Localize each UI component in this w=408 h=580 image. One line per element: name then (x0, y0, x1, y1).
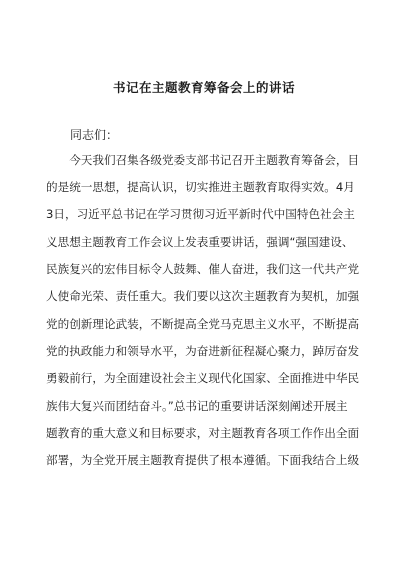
body-line: 族伟大复兴而团结奋斗。”总书记的重要讲话深刻阐述开展主 (46, 399, 348, 413)
body-line: 3日，习近平总书记在学习贯彻习近平新时代中国特色社会主 (46, 207, 355, 221)
body-line: 义思想主题教育工作会议上发表重要讲话，强调“强国建设、 (46, 235, 354, 249)
body-line: 党的创新理论武装，不断提高全党马克思主义水平，不断提高 (46, 317, 360, 331)
body-line: 党的执政能力和领导水平，为奋进新征程凝心聚力，踔厉奋发 (46, 344, 360, 358)
document-title: 书记在主题教育筹备会上的讲话 (112, 80, 295, 95)
salutation: 同志们： (70, 128, 119, 142)
body-line: 部署，为全党开展主题教育提供了根本遵循。下面我结合上级 (46, 453, 360, 467)
body-line: 人使命光荣、责任重大。我们要以这次主题教育为契机，加强 (46, 289, 360, 303)
body-line: 的是统一思想，提高认识，切实推进主题教育取得实效。4月 (46, 180, 355, 194)
body-line: 民族复兴的宏伟目标令人鼓舞、催人奋进，我们这一代共产党 (46, 262, 360, 276)
body-line: 勇毅前行，为全面建设社会主义现代化国家、全面推进中华民 (46, 371, 360, 385)
body-line: 今天我们召集各级党委支部书记召开主题教育筹备会，目 (46, 153, 360, 167)
body-line: 题教育的重大意义和目标要求，对主题教育各项工作作出全面 (46, 426, 360, 440)
